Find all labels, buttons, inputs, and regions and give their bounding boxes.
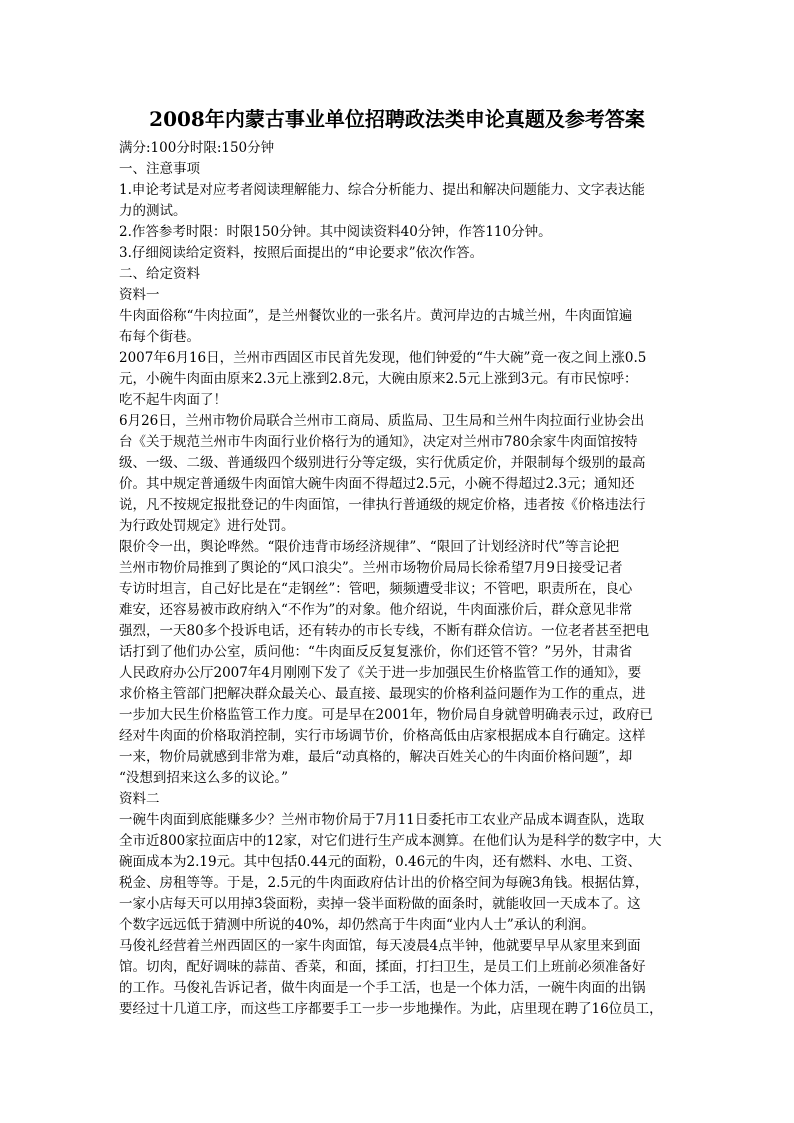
text-line: 一来，物价局就感到非常为难，最后“动真格的，解决百姓关心的牛肉面价格问题”，却 bbox=[119, 749, 633, 765]
text-line: 话打到了他们办公室，质问他：“牛肉面反反复复涨价，你们还管不管？”另外，甘肃省 bbox=[119, 644, 633, 660]
text-line: 一碗牛肉面到底能赚多少？兰州市物价局于7月11日委托市工农业产品成本调查队，选取 bbox=[119, 812, 645, 828]
text-line: 6月26日，兰州市物价局联合兰州市工商局、质监局、卫生局和兰州牛肉拉面行业协会出 bbox=[119, 413, 645, 429]
text-line: 人民政府办公厅2007年4月刚刚下发了《关于进一步加强民生价格监管工作的通知》，要 bbox=[119, 665, 642, 681]
text-line: 吃不起牛肉面了！ bbox=[119, 392, 227, 408]
text-line: “没想到招来这么多的议论。” bbox=[119, 770, 289, 786]
text-line: 强烈，一天80多个投诉电话，还有转办的市长专线，不断有群众信访。一位老者甚至把电 bbox=[119, 623, 650, 639]
text-line: 经对牛肉面的价格取消控制，实行市场调节价，价格高低由店家根据成本自行确定。这样 bbox=[119, 728, 646, 744]
text-line: 资料二 bbox=[119, 791, 160, 807]
text-line: 资料一 bbox=[119, 287, 160, 303]
text-line: 台《关于规范兰州市牛肉面行业价格行为的通知》，决定对兰州市780余家牛肉面馆按特 bbox=[119, 434, 638, 450]
text-line: 个数字远远低于猜测中所说的40%，却仍然高于牛肉面“业内人士”承认的利润。 bbox=[119, 917, 595, 933]
text-line: 碗面成本为2.19元。其中包括0.44元的面粉，0.46元的牛肉，还有燃料、水电、工资、 bbox=[119, 854, 642, 870]
text-line: 兰州市物价局推到了舆论的“风口浪尖”。兰州市场物价局局长徐希望7月9日接受记者 bbox=[119, 560, 623, 576]
text-line: 限价令一出，舆论哗然。“限价违背市场经济规律”、“限回了计划经济时代”等言论把 bbox=[119, 539, 620, 555]
text-line: 布每个街巷。 bbox=[119, 329, 200, 345]
text-line: 1.申论考试是对应考者阅读理解能力、综合分析能力、提出和解决问题能力、文字表达能 bbox=[119, 182, 645, 198]
document-title: 2008年内蒙古事业单位招聘政法类申论真题及参考答案 bbox=[149, 107, 645, 131]
text-line: 元，小碗牛肉面由原来2.3元上涨到2.8元，大碗由原来2.5元上涨到3元。有市民惊呼： bbox=[119, 371, 638, 387]
text-line: 二、给定资料 bbox=[119, 266, 200, 282]
text-line: 2007年6月16日，兰州市西固区市民首先发现，他们钟爱的“牛大碗”竟一夜之间上涨0.5 bbox=[119, 350, 647, 366]
text-line: 说，凡不按规定报批登记的牛肉面馆，一律执行普通级的规定价格，违者按《价格违法行 bbox=[119, 497, 646, 513]
text-line: 一步加大民生价格监管工作力度。可是早在2001年，物价局自身就曾明确表示过，政府已 bbox=[119, 707, 653, 723]
text-line: 专访时坦言，自己好比是在“走钢丝”：管吧，频频遭受非议；不管吧，职责所在，良心 bbox=[119, 581, 633, 597]
text-line: 价。其中规定普通级牛肉面馆大碗牛肉面不得超过2.5元，小碗不得超过2.3元；通知还 bbox=[119, 476, 635, 492]
text-line: 级、一级、二级、普通级四个级别进行分等定级，实行优质定价，并限制每个级别的最高 bbox=[119, 455, 646, 471]
text-line: 马俊礼经营着兰州西固区的一家牛肉面馆，每天凌晨4点半钟，他就要早早从家里来到面 bbox=[119, 938, 641, 954]
text-line: 为行政处罚规定》进行处罚。 bbox=[119, 518, 295, 534]
text-line: 的工作。马俊礼告诉记者，做牛肉面是一个手工活，也是一个体力活，一碗牛肉面的出锅 bbox=[119, 980, 646, 996]
text-line: 求价格主管部门把解决群众最关心、最直接、最现实的价格利益问题作为工作的重点，进 bbox=[119, 686, 646, 702]
text-line: 全市近800家拉面店中的12家，对它们进行生产成本测算。在他们认为是科学的数字中，大 bbox=[119, 833, 662, 849]
text-line: 难安，还容易被市政府纳入“不作为”的对象。他介绍说，牛肉面涨价后，群众意见非常 bbox=[119, 602, 633, 618]
document-body bbox=[119, 138, 685, 1020]
text-line: 税金、房租等等。于是，2.5元的牛肉面政府估计出的价格空间为每碗3角钱。根据估算， bbox=[119, 875, 649, 891]
text-line: 2.作答参考时限：时限150分钟。其中阅读资料40分钟，作答110分钟。 bbox=[119, 224, 552, 240]
text-line: 一、注意事项 bbox=[119, 161, 200, 177]
text-line: 要经过十几道工序，而这些工序都要手工一步一步地操作。为此，店里现在聘了16位员工， bbox=[119, 1001, 663, 1017]
text-line: 3.仔细阅读给定资料，按照后面提出的“申论要求”依次作答。 bbox=[119, 245, 484, 261]
text-line: 一家小店每天可以用掉3袋面粉，卖掉一袋半面粉做的面条时，就能收回一天成本了。这 bbox=[119, 896, 641, 912]
text-line: 馆。切肉，配好调味的蒜苗、香菜，和面，揉面，打扫卫生，是员工们上班前必须准备好 bbox=[119, 959, 646, 975]
text-line: 牛肉面俗称“牛肉拉面”，是兰州餐饮业的一张名片。黄河岸边的古城兰州，牛肉面馆遍 bbox=[119, 308, 633, 324]
text-line: 满分:100分时限:150分钟 bbox=[119, 140, 275, 156]
text-line: 力的测试。 bbox=[119, 203, 187, 219]
